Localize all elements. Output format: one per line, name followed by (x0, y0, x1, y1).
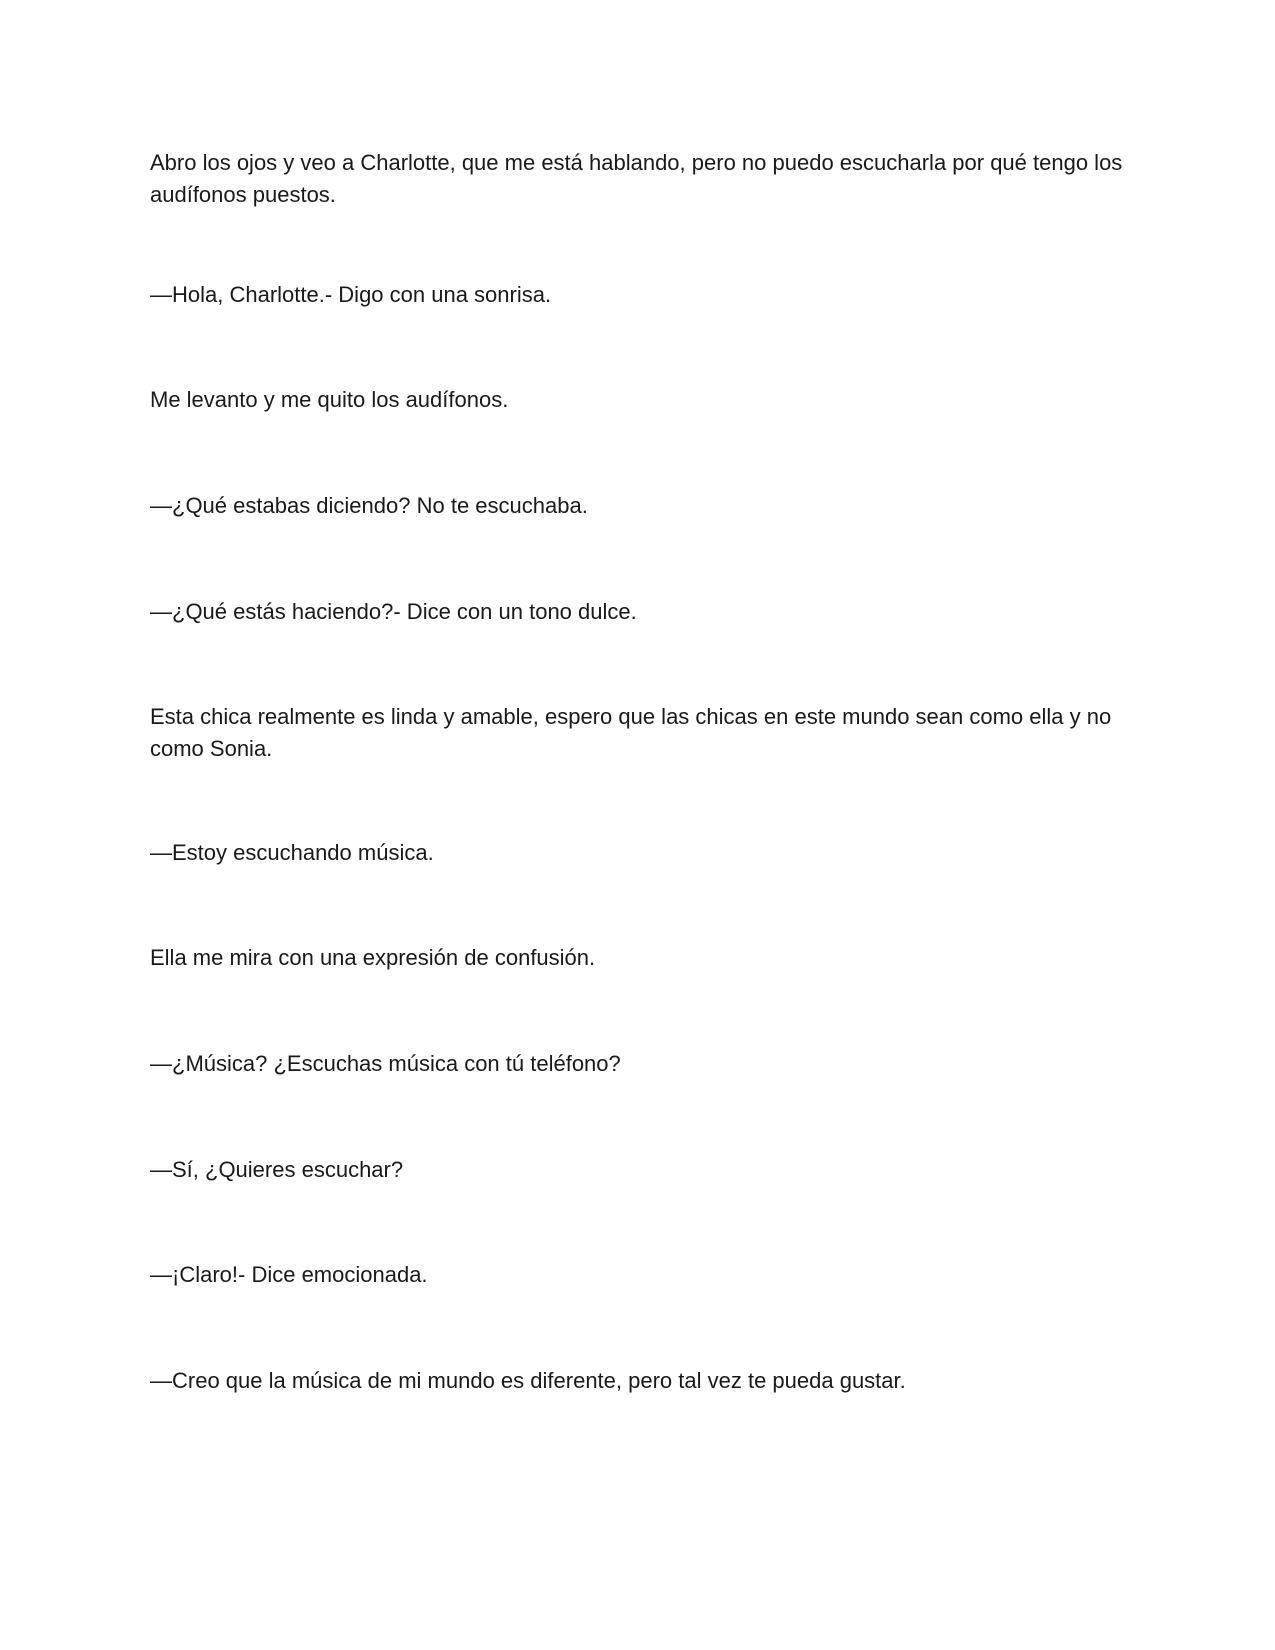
paragraph-9: —¿Música? ¿Escuchas música con tú teléfono? (150, 1051, 621, 1076)
paragraph-12: —Creo que la música de mi mundo es diferente, pero tal vez te pueda gustar. (150, 1368, 906, 1393)
paragraph-10: —Sí, ¿Quieres escuchar? (150, 1157, 404, 1182)
paragraph-6: Esta chica realmente es linda y amable, espero que las chicas en este mundo sean como ella y no como Sonia. (150, 704, 1112, 761)
paragraph-2: —Hola, Charlotte.- Digo con una sonrisa. (150, 282, 552, 307)
paragraph-1: Abro los ojos y veo a Charlotte, que me está hablando, pero no puedo escucharla por qué tengo los audífonos puestos. (150, 150, 1123, 207)
paragraph-3: Me levanto y me quito los audífonos. (150, 387, 509, 412)
paragraph-8: Ella me mira con una expresión de confusión. (150, 945, 596, 970)
paragraph-11: —¡Claro!- Dice emocionada. (150, 1262, 428, 1287)
paragraph-4: —¿Qué estabas diciendo? No te escuchaba. (150, 493, 588, 518)
paragraph-7: —Estoy escuchando música. (150, 840, 434, 865)
paragraph-5: —¿Qué estás haciendo?- Dice con un tono dulce. (150, 599, 637, 624)
